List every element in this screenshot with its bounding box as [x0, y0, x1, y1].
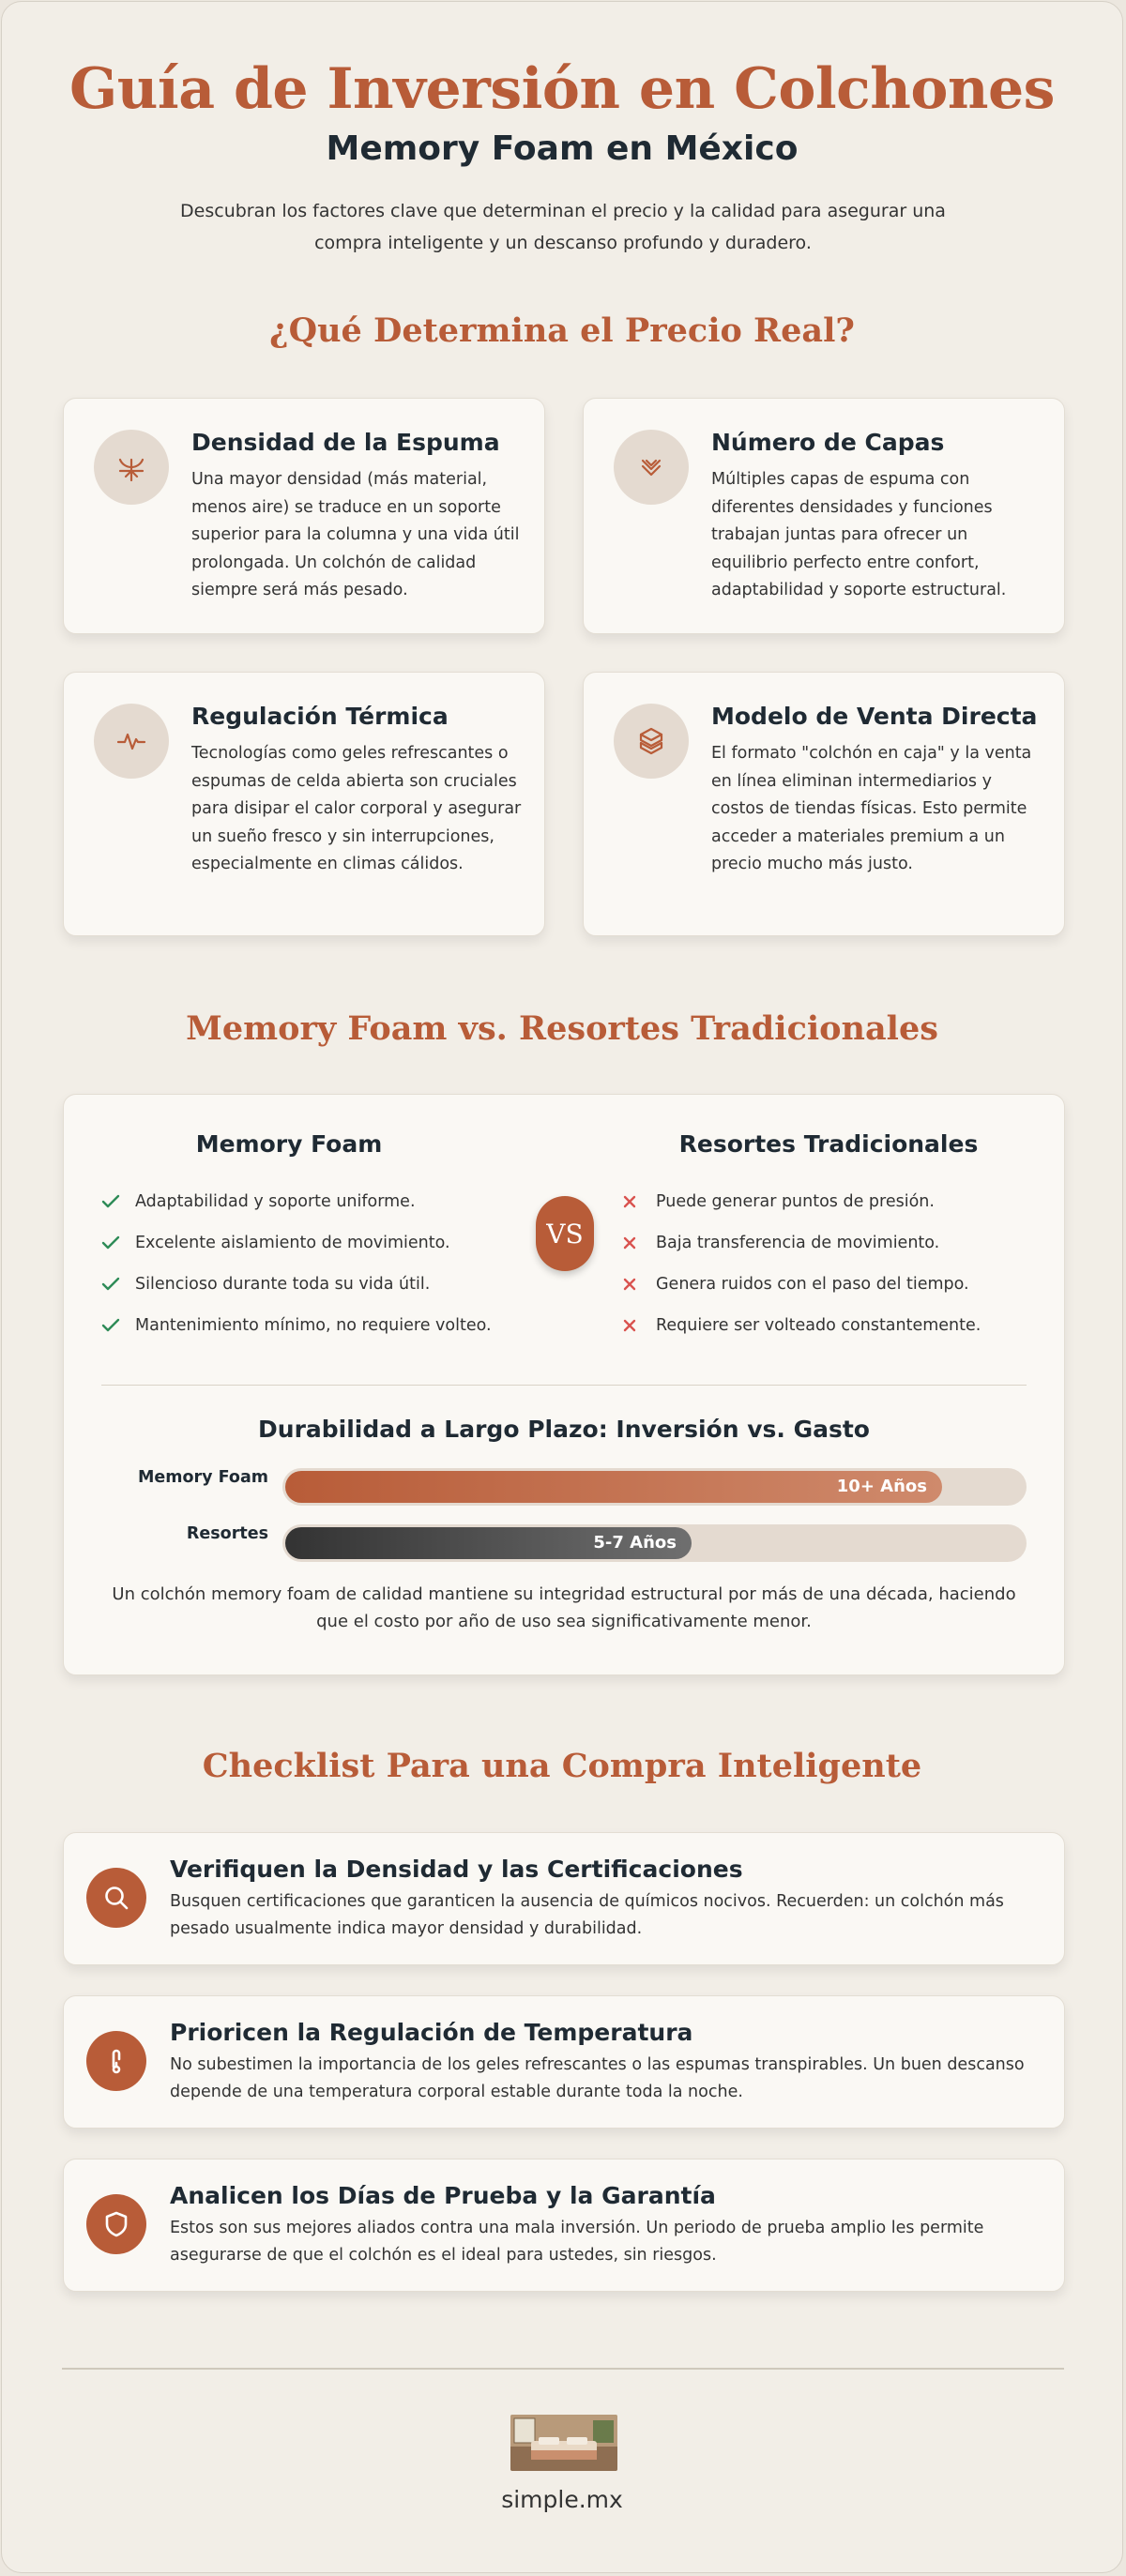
memory-foam-pros-list [101, 1181, 533, 1346]
springs-heading: Resortes Tradicionales [678, 1130, 979, 1158]
checklist-body: Busquen certificaciones que garanticen la ausencia de químicos nocivos. Recuerden: un colchón más pesado usualmente indica mayor densidad y durabilidad. [170, 1892, 1004, 1938]
box-icon [614, 704, 689, 779]
pro-text: Silencioso durante toda su vida útil. [135, 1275, 431, 1294]
durability-bar-memory-foam: 10+ Años [285, 1471, 942, 1503]
check-icon [101, 1277, 135, 1292]
durability-bar-springs: 5-7 Años [285, 1527, 692, 1559]
footer-divider [62, 2368, 1064, 2370]
factor-body: Una mayor densidad (más material, menos aire) se traduce en un soporte superior para la columna y una vida útil prolongada. Un colchón de calidad siempre será más pesado. [191, 470, 520, 599]
check-icon [101, 1235, 135, 1250]
checklist-item-density [63, 1832, 1065, 1965]
list-item [101, 1305, 533, 1346]
factor-card-layers [583, 398, 1065, 634]
durability-bar-track [282, 1468, 1027, 1506]
pro-text: Adaptabilidad y soporte uniforme. [135, 1192, 416, 1211]
comparison-card [63, 1094, 1065, 1675]
checklist-title: Verifiquen la Densidad y las Certificaciones [170, 1856, 743, 1883]
bedroom-thumbnail [510, 2415, 617, 2471]
factor-title: Modelo de Venta Directa [711, 703, 1038, 730]
section-title-comparison: Memory Foam vs. Resortes Tradicionales [186, 1009, 938, 1048]
intro-text: Descubran los factores clave que determinan el precio y la calidad para asegurar una compra inteligente y un descanso profundo y duradero. [180, 201, 946, 253]
checklist-item-warranty [63, 2159, 1065, 2292]
list-item [622, 1181, 1054, 1222]
page [1, 1, 1123, 2573]
factor-body: Múltiples capas de espuma con diferentes densidades y funciones trabajan juntas para ofrecer un equilibrio perfecto entre confort, adaptabilidad y soporte estructural. [711, 470, 1007, 599]
cross-icon [622, 1318, 656, 1333]
con-text: Puede generar puntos de presión. [656, 1192, 935, 1211]
shield-icon [86, 2194, 146, 2254]
factor-card-direct-sale [583, 672, 1065, 936]
footer-site[interactable]: simple.mx [501, 2486, 623, 2513]
bar-label: Memory Foam [138, 1468, 268, 1487]
durability-note: Un colchón memory foam de calidad mantiene su integridad estructural por más de una década, haciendo que el costo por año de uso sea significativamente menor. [112, 1584, 1016, 1631]
divider [101, 1385, 1027, 1386]
check-icon [101, 1318, 135, 1333]
list-item [622, 1222, 1054, 1264]
page-title: Guía de Inversión en Colchones [69, 56, 1055, 122]
page-subtitle: Memory Foam en México [326, 129, 799, 168]
durability-title: Durabilidad a Largo Plazo: Inversión vs. Gasto [258, 1416, 870, 1443]
cross-icon [622, 1235, 656, 1250]
list-item [622, 1264, 1054, 1305]
vs-badge: VS [536, 1196, 594, 1271]
checklist-body: No subestimen la importancia de los geles refrescantes o las espumas transpirables. Un buen descanso depende de una temperatura corporal estable durante toda la noche. [170, 2055, 1025, 2101]
factor-body: Tecnologías como geles refrescantes o espumas de celda abierta son cruciales para disipar el calor corporal y asegurar un sueño fresco y sin interrupciones, especialmente en climas cálidos. [191, 744, 522, 873]
section-title-factors: ¿Qué Determina el Precio Real? [269, 311, 855, 350]
plant-icon [94, 430, 169, 505]
search-icon [86, 1868, 146, 1928]
list-item [622, 1305, 1054, 1346]
pro-text: Excelente aislamiento de movimiento. [135, 1234, 450, 1252]
check-icon [101, 1194, 135, 1209]
factor-title: Densidad de la Espuma [191, 429, 500, 456]
durability-bar-track [282, 1524, 1027, 1562]
section-title-checklist: Checklist Para una Compra Inteligente [202, 1747, 922, 1785]
pro-text: Mantenimiento mínimo, no requiere volteo. [135, 1316, 492, 1335]
con-text: Requiere ser volteado constantemente. [656, 1316, 981, 1335]
factor-title: Regulación Térmica [191, 703, 449, 730]
pulse-icon [94, 704, 169, 779]
thermometer-icon [86, 2031, 146, 2091]
con-text: Genera ruidos con el paso del tiempo. [656, 1275, 969, 1294]
factor-card-density [63, 398, 545, 634]
factor-card-thermal [63, 672, 545, 936]
list-item [101, 1264, 533, 1305]
layers-icon [614, 430, 689, 505]
list-item [101, 1222, 533, 1264]
con-text: Baja transferencia de movimiento. [656, 1234, 940, 1252]
checklist-title: Analicen los Días de Prueba y la Garantía [170, 2182, 716, 2209]
checklist-body: Estos son sus mejores aliados contra una mala inversión. Un periodo de prueba amplio les permite asegurarse de que el colchón es el ideal para ustedes, sin riesgos. [170, 2219, 984, 2265]
springs-cons-list [622, 1181, 1054, 1346]
checklist-item-temperature [63, 1995, 1065, 2129]
bar-label: Resortes [186, 1524, 268, 1543]
list-item [101, 1181, 533, 1222]
cross-icon [622, 1277, 656, 1292]
memory-foam-heading: Memory Foam [195, 1130, 383, 1158]
factor-title: Número de Capas [711, 429, 945, 456]
factor-body: El formato "colchón en caja" y la venta en línea eliminan intermediarios y costos de tiendas físicas. Esto permite acceder a materiales premium a un precio mucho más justo. [711, 744, 1032, 873]
checklist-title: Prioricen la Regulación de Temperatura [170, 2019, 693, 2046]
cross-icon [622, 1194, 656, 1209]
